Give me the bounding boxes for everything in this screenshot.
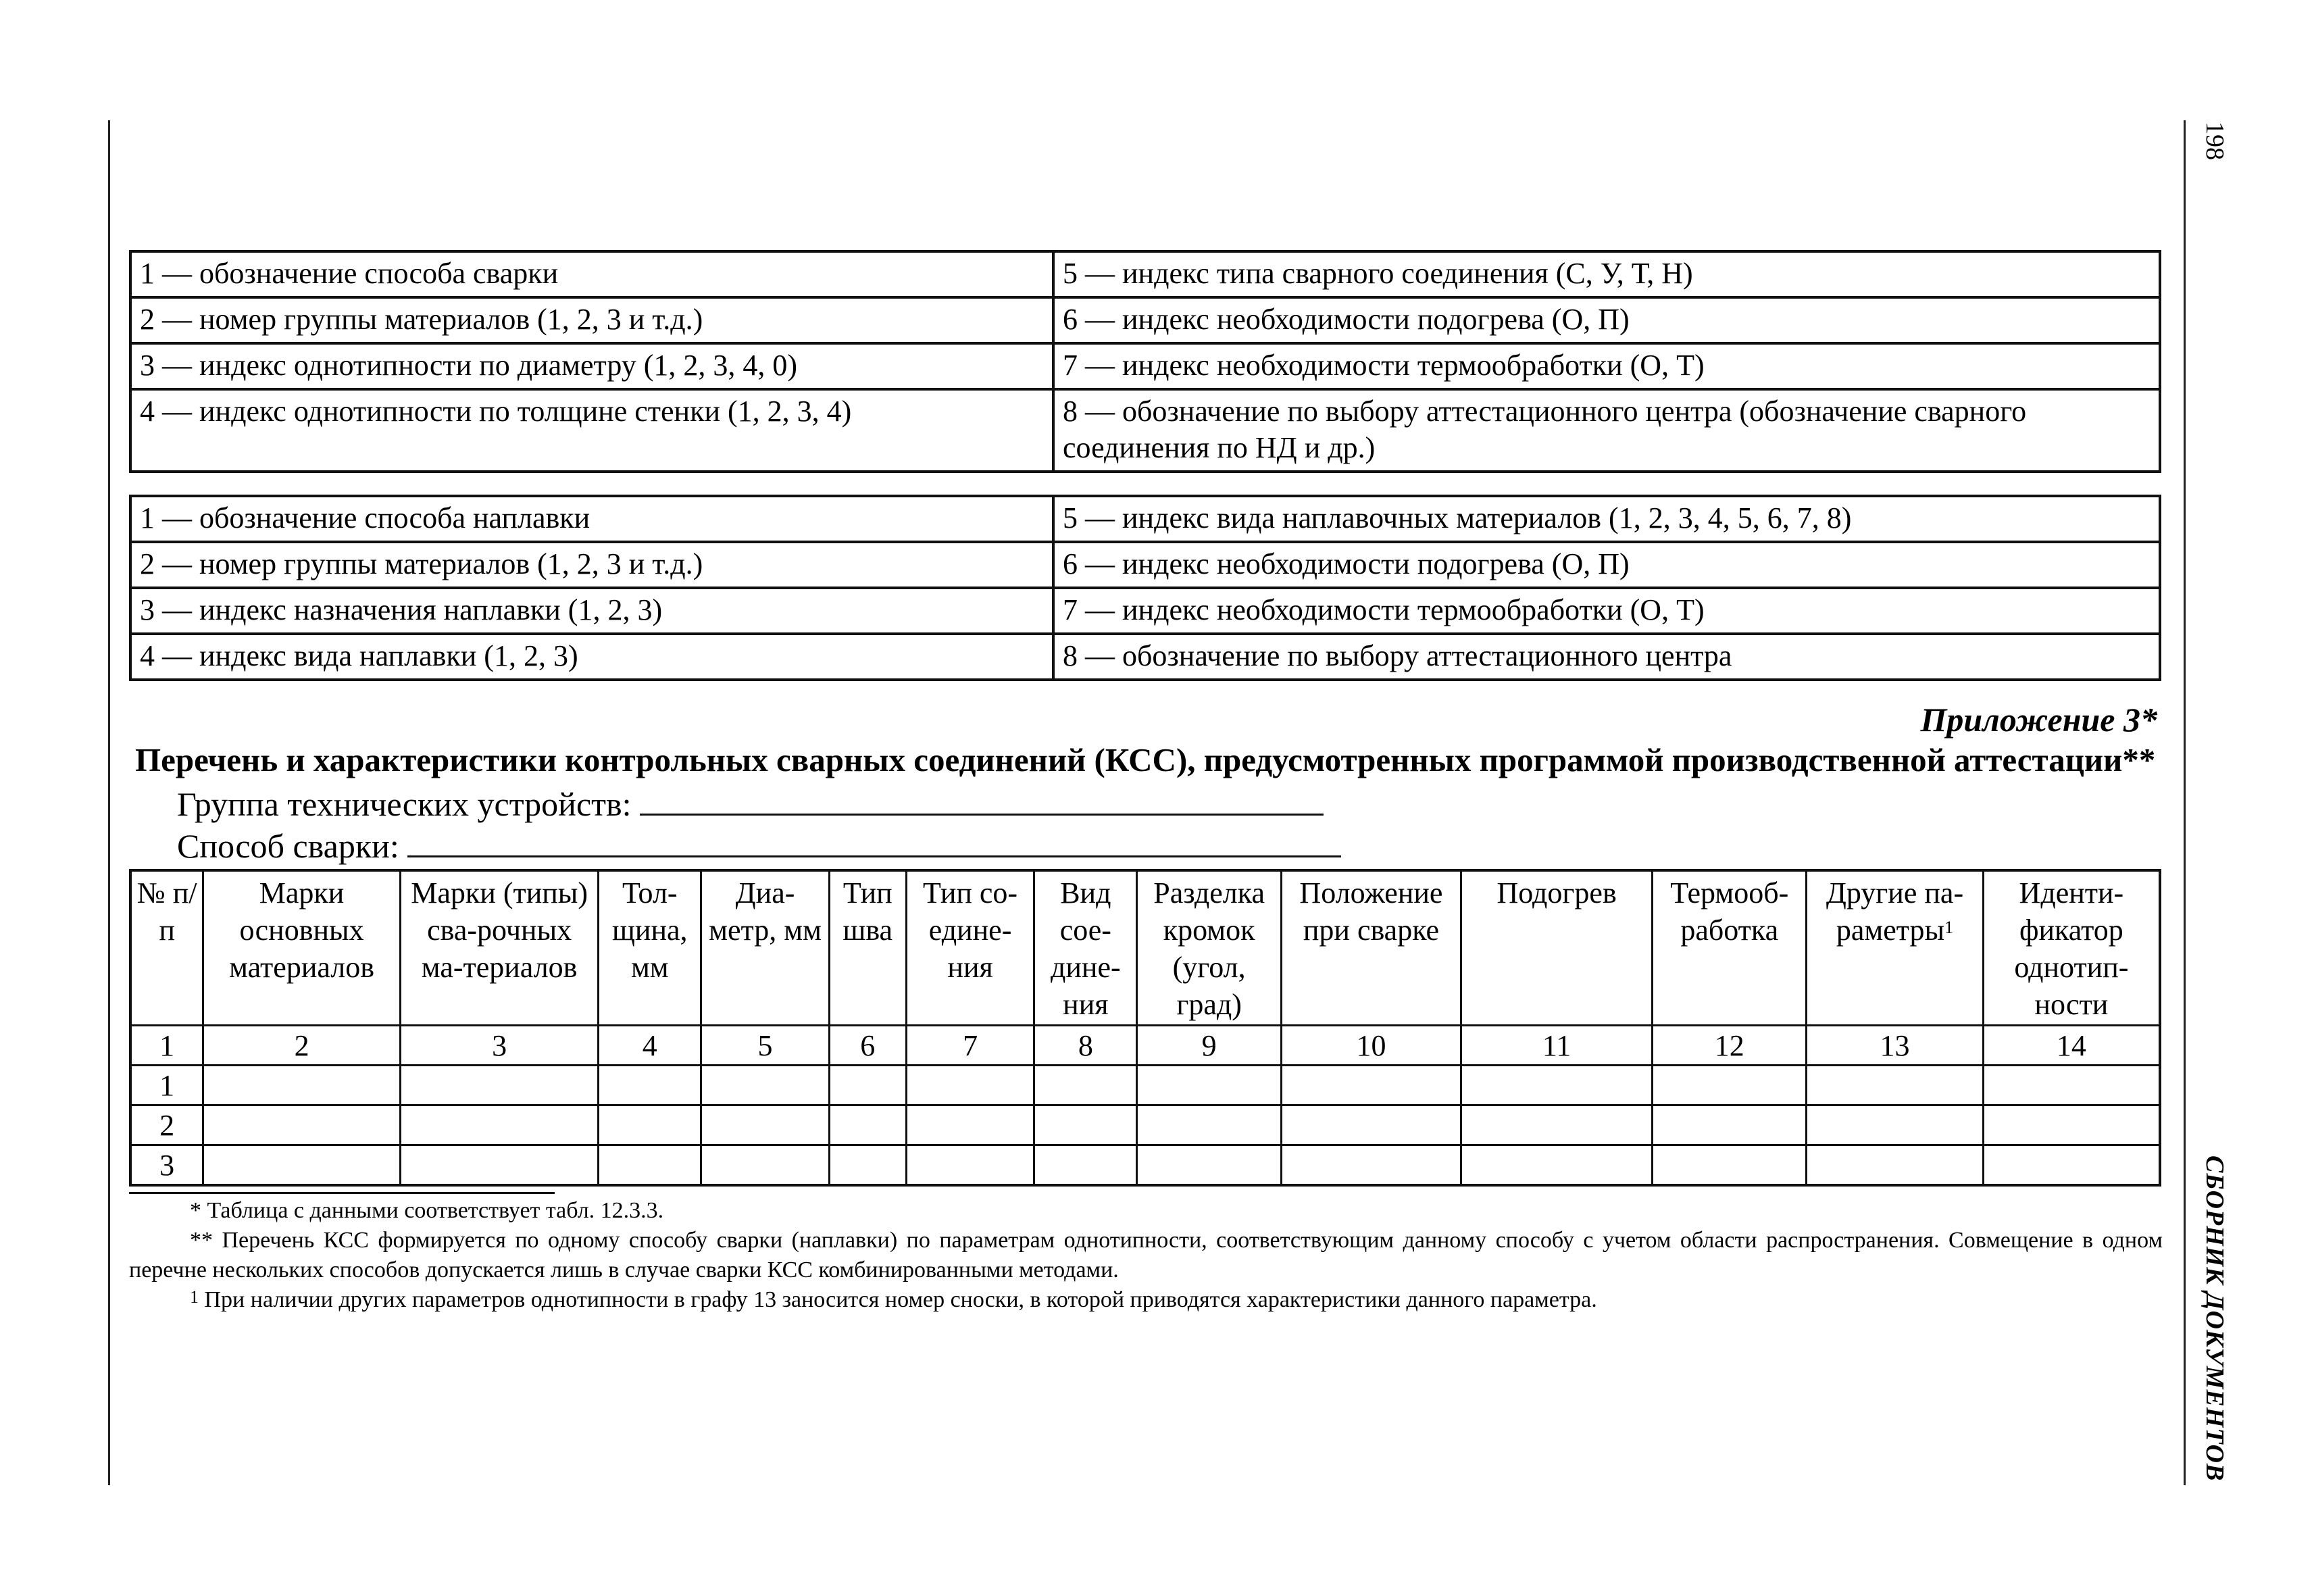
table-header-row [130,870,2160,1026]
row-number: 1 [130,1066,203,1105]
table-row [130,496,2160,542]
column-number: 3 [400,1026,598,1066]
legend-cell: 4 — индекс вида наплавки (1, 2, 3) [130,634,1053,680]
row-number: 3 [130,1145,203,1186]
legend-cell: 7 — индекс необходимости термообработки (О, Т) [1053,343,2160,389]
table-row [130,343,2160,389]
footnotes [129,1196,2163,1315]
column-header: Термооб-работка [1653,870,1807,1026]
column-header: Марки (типы) сва-рочных ма-териалов [400,870,598,1026]
column-number: 5 [701,1026,830,1066]
table-cell[interactable] [1034,1105,1137,1145]
table-cell[interactable] [203,1145,401,1186]
column-header: Вид сое-дине-ния [1034,870,1137,1026]
table-cell[interactable] [1034,1066,1137,1105]
table-cell[interactable] [203,1105,401,1145]
table-cell[interactable] [701,1066,830,1105]
running-title: СБОРНИК ДОКУМЕНТОВ [2200,1155,2229,1482]
column-number: 11 [1461,1026,1653,1066]
table-row [130,297,2160,343]
column-number: 12 [1653,1026,1807,1066]
table-cell[interactable] [599,1105,701,1145]
device-group-field [177,784,1324,824]
table-cell[interactable] [829,1145,906,1186]
welding-method-label: Способ сварки: [177,827,399,865]
table-cell[interactable] [1983,1145,2160,1186]
column-header: Тол-щина, мм [599,870,701,1026]
table-row [130,542,2160,588]
table-cell[interactable] [1983,1105,2160,1145]
column-number: 4 [599,1026,701,1066]
left-margin-rule [108,120,110,1485]
table-cell[interactable] [1137,1066,1282,1105]
table-cell[interactable] [203,1066,401,1105]
row-number: 2 [130,1105,203,1145]
welding-method-field [177,826,1341,866]
table-row [130,389,2160,472]
appendix-label: Приложение 3* [1920,701,2157,739]
table-cell[interactable] [829,1066,906,1105]
footnote [129,1285,2163,1315]
table-cell[interactable] [599,1066,701,1105]
legend-cell: 7 — индекс необходимости термообработки (О, Т) [1053,588,2160,634]
table-cell[interactable] [1461,1145,1653,1186]
legend-cell: 8 — обозначение по выбору аттестационного центра (обозначение сварного соединения по НД и др.) [1053,389,2160,472]
column-header: Тип шва [829,870,906,1026]
ksc-table [129,869,2161,1187]
column-number: 9 [1137,1026,1282,1066]
table-cell[interactable] [400,1105,598,1145]
column-header: Разделка кромок (угол, град) [1137,870,1282,1026]
table-cell[interactable] [906,1145,1034,1186]
table-cell[interactable] [400,1145,598,1186]
table-cell[interactable] [1282,1066,1461,1105]
column-header-text: Другие па-раметры [1826,876,1964,947]
column-header: Марки основных материалов [203,870,401,1026]
legend-cell: 5 — индекс типа сварного соединения (С, У, Т, Н) [1053,251,2160,297]
table-cell[interactable] [829,1105,906,1145]
table-cell[interactable] [1807,1105,1984,1145]
table-cell[interactable] [1282,1145,1461,1186]
column-number: 13 [1807,1026,1984,1066]
column-header: № п/п [130,870,203,1026]
legend-cell: 1 — обозначение способа сварки [130,251,1053,297]
welding-method-blank[interactable] [407,826,1341,857]
table-cell[interactable] [599,1145,701,1186]
legend-cell: 6 — индекс необходимости подогрева (О, П) [1053,542,2160,588]
surfacing-legend-table [129,495,2161,681]
column-number: 6 [829,1026,906,1066]
device-group-blank[interactable] [640,784,1324,816]
device-group-label: Группа технических устройств: [177,785,632,823]
legend-cell: 1 — обозначение способа наплавки [130,496,1053,542]
table-cell[interactable] [1653,1145,1807,1186]
legend-cell: 5 — индекс вида наплавочных материалов (1, 2, 3, 4, 5, 6, 7, 8) [1053,496,2160,542]
table-cell[interactable] [1807,1145,1984,1186]
legend-cell: 6 — индекс необходимости подогрева (О, П) [1053,297,2160,343]
page-title: Перечень и характеристики контрольных сварных соединений (КСС), предусмотренных программой производственной аттестации** [135,741,2156,778]
footnote-divider [129,1192,555,1194]
table-cell[interactable] [1653,1066,1807,1105]
table-cell[interactable] [701,1105,830,1145]
column-number: 14 [1983,1026,2160,1066]
table-cell[interactable] [701,1145,830,1186]
table-cell[interactable] [1137,1105,1282,1145]
column-number: 1 [130,1026,203,1066]
column-header [1807,870,1984,1026]
column-header: Диа-метр, мм [701,870,830,1026]
table-row [130,1145,2160,1186]
column-number: 2 [203,1026,401,1066]
footnote: * Таблица с данными соответствует табл. 12.3.3. [190,1198,664,1223]
table-cell[interactable] [1983,1066,2160,1105]
table-cell[interactable] [1653,1105,1807,1145]
right-margin-rule [2184,120,2186,1485]
footnote-marker: 1 [190,1287,199,1307]
table-cell[interactable] [906,1066,1034,1105]
table-cell[interactable] [1137,1145,1282,1186]
column-header: Тип со-едине-ния [906,870,1034,1026]
legend-cell: 4 — индекс однотипности по толщине стенки (1, 2, 3, 4) [130,389,1053,472]
table-cell[interactable] [1461,1066,1653,1105]
table-row [130,634,2160,680]
column-number: 7 [906,1026,1034,1066]
table-cell[interactable] [1461,1105,1653,1145]
column-number: 10 [1282,1026,1461,1066]
welding-legend-table [129,250,2161,473]
table-cell[interactable] [400,1066,598,1105]
page-number: 198 [2200,122,2229,160]
legend-cell: 3 — индекс однотипности по диаметру (1, 2, 3, 4, 0) [130,343,1053,389]
column-header: Иденти-фикатор однотип-ности [1983,870,2160,1026]
table-cell[interactable] [1807,1066,1984,1105]
legend-cell: 3 — индекс назначения наплавки (1, 2, 3) [130,588,1053,634]
table-row [130,251,2160,297]
footnote: ** Перечень КСС формируется по одному способу сварки (наплавки) по параметрам однотипности, соответствующим данному способу с учетом области распространения. Совмещение в одном перечне нескольких способов допускается лишь в случае сварки КСС комбинированными методами. [129,1228,2163,1282]
legend-cell: 2 — номер группы материалов (1, 2, 3 и т.д.) [130,542,1053,588]
column-header: Подогрев [1461,870,1653,1026]
footnote-text: При наличии других параметров однотипности в графу 13 заносится номер сноски, в которой приводятся характеристики данного параметра. [204,1287,1597,1312]
table-row [130,1105,2160,1145]
table-cell[interactable] [906,1105,1034,1145]
column-header: Положение при сварке [1282,870,1461,1026]
table-cell[interactable] [1282,1105,1461,1145]
legend-cell: 8 — обозначение по выбору аттестационного центра [1053,634,2160,680]
footnote-marker: 1 [1944,918,1954,937]
legend-cell: 2 — номер группы материалов (1, 2, 3 и т.д.) [130,297,1053,343]
table-cell[interactable] [1034,1145,1137,1186]
column-number: 8 [1034,1026,1137,1066]
column-number-row [130,1026,2160,1066]
table-row [130,588,2160,634]
table-row [130,1066,2160,1105]
